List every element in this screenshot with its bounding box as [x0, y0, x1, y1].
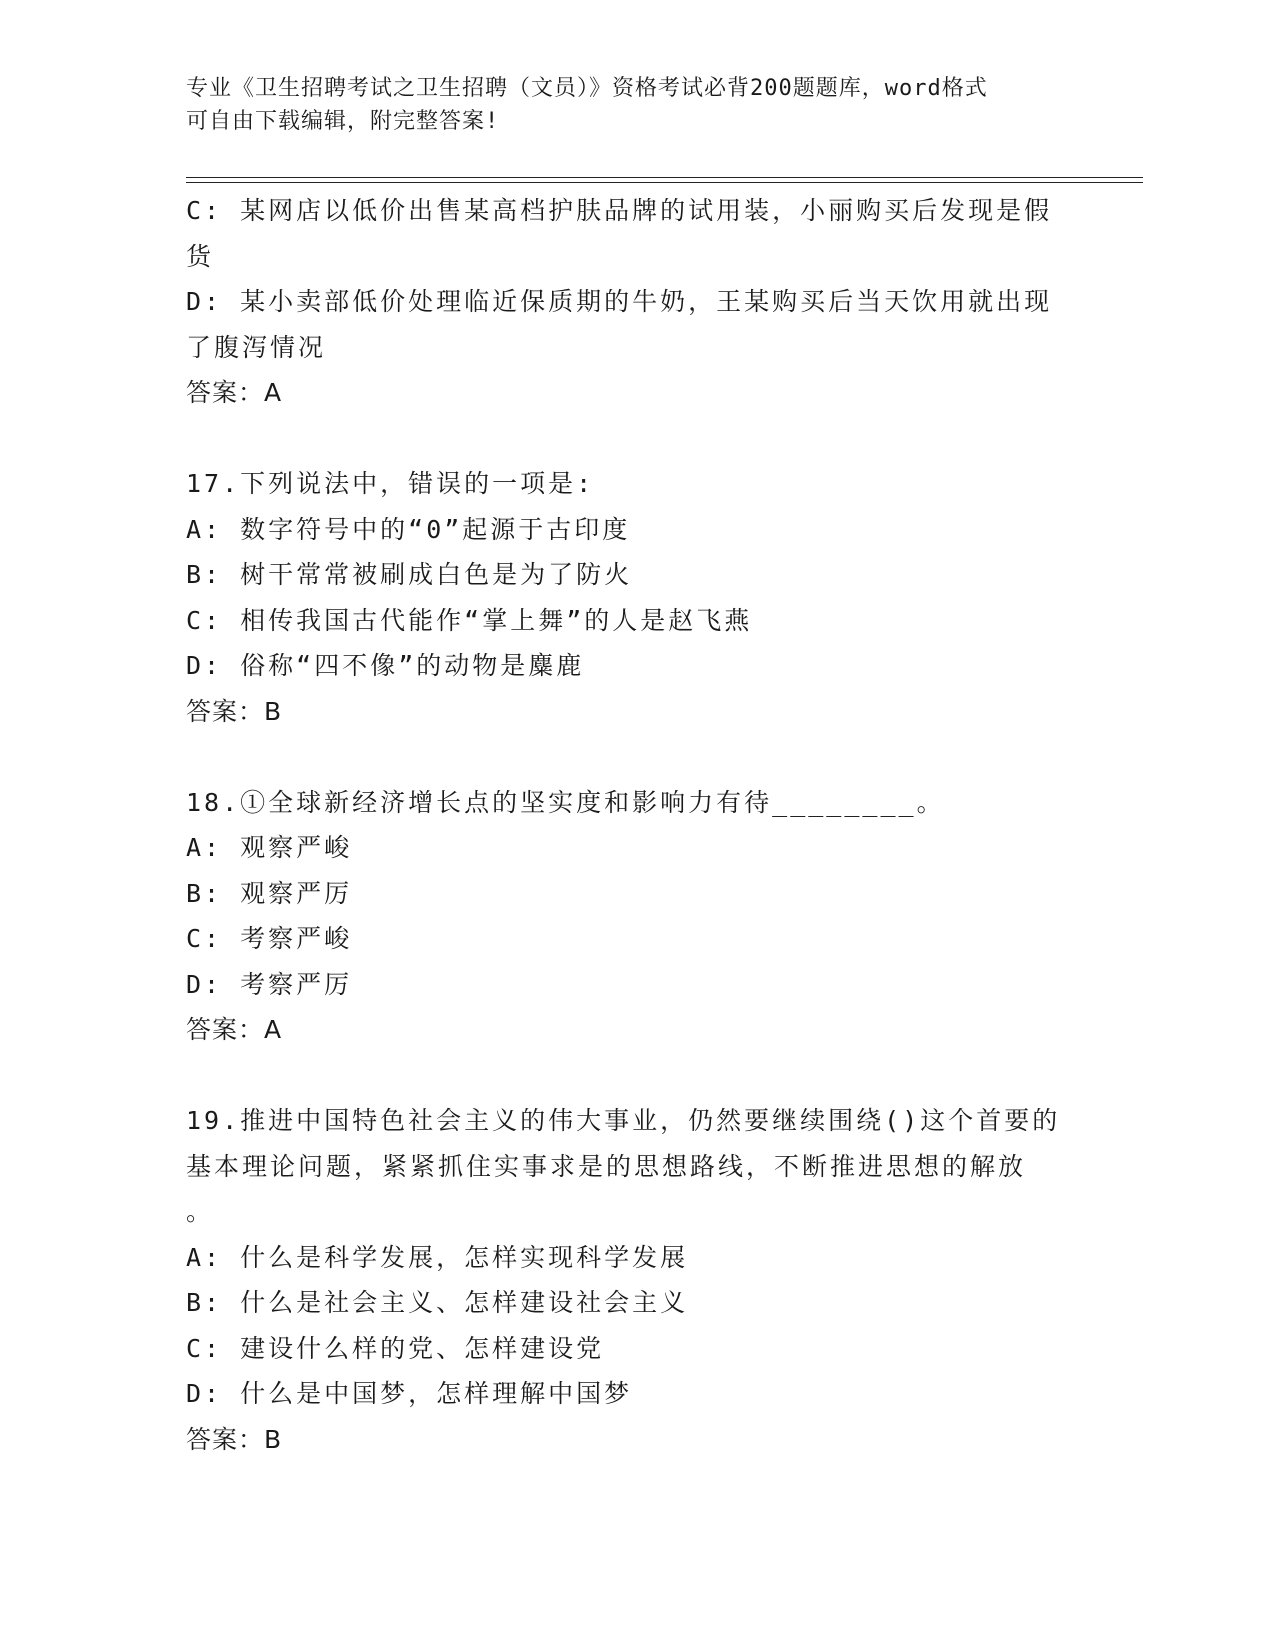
q19-stem-line-1: 19.推进中国特色社会主义的伟大事业，仍然要继续围绕()这个首要的 [186, 1106, 1061, 1135]
header-rule-top [186, 177, 1143, 178]
q18-option-d: D: 考察严厉 [186, 969, 353, 999]
q17-option-b: B: 树干常常被刷成白色是为了防火 [186, 560, 633, 589]
q19-stem-line-2: 基本理论问题，紧紧抓住实事求是的思想路线，不断推进思想的解放 [186, 1151, 1027, 1181]
header-rule-bottom [186, 182, 1143, 183]
q18-option-c: C: 考察严峻 [186, 924, 353, 953]
document-header [186, 72, 1066, 138]
q19-answer: 答案：B [186, 1424, 283, 1454]
question-19 [186, 1098, 1066, 1462]
q19-option-c: C: 建设什么样的党、怎样建设党 [186, 1333, 605, 1363]
q17-stem: 17.下列说法中，错误的一项是: [186, 469, 595, 498]
spacer [186, 734, 1066, 780]
header-line-2: 可自由下载编辑，附完整答案! [186, 109, 500, 134]
q19-option-d: D: 什么是中国梦，怎样理解中国梦 [186, 1379, 633, 1408]
q16-option-d-line-1: D: 某小卖部低价处理临近保质期的牛奶，王某购买后当天饮用就出现 [186, 287, 1053, 316]
question-17 [186, 461, 1066, 734]
q17-answer: 答案：B [186, 696, 283, 726]
question-16 [186, 188, 1066, 416]
spacer [186, 416, 1066, 462]
q17-option-d: D: 俗称“四不像”的动物是麋鹿 [186, 651, 585, 680]
q17-option-c: C: 相传我国古代能作“掌上舞”的人是赵飞燕 [186, 605, 753, 635]
q19-stem-line-3: 。 [186, 1197, 215, 1226]
q19-option-b: B: 什么是社会主义、怎样建设社会主义 [186, 1288, 689, 1317]
spacer [186, 1053, 1066, 1099]
q16-option-c-line-2: 货 [186, 241, 215, 271]
q18-answer: 答案：A [186, 1015, 283, 1044]
q16-option-c-line-1: C: 某网店以低价出售某高档护肤品牌的试用装，小丽购买后发现是假 [186, 196, 1053, 225]
question-content [186, 188, 1066, 1462]
header-line-1: 专业《卫生招聘考试之卫生招聘（文员）》资格考试必背200题题库，word格式 [186, 76, 988, 101]
q17-option-a: A: 数字符号中的“0”起源于古印度 [186, 514, 631, 544]
q16-answer: 答案：A [186, 378, 283, 407]
q18-stem: 18.①全球新经济增长点的坚实度和影响力有待________。 [186, 787, 945, 817]
question-18 [186, 780, 1066, 1053]
q18-option-a: A: 观察严峻 [186, 833, 353, 862]
q18-option-b: B: 观察严厉 [186, 878, 353, 908]
q19-option-a: A: 什么是科学发展，怎样实现科学发展 [186, 1242, 689, 1272]
q16-option-d-line-2: 了腹泻情况 [186, 332, 327, 362]
